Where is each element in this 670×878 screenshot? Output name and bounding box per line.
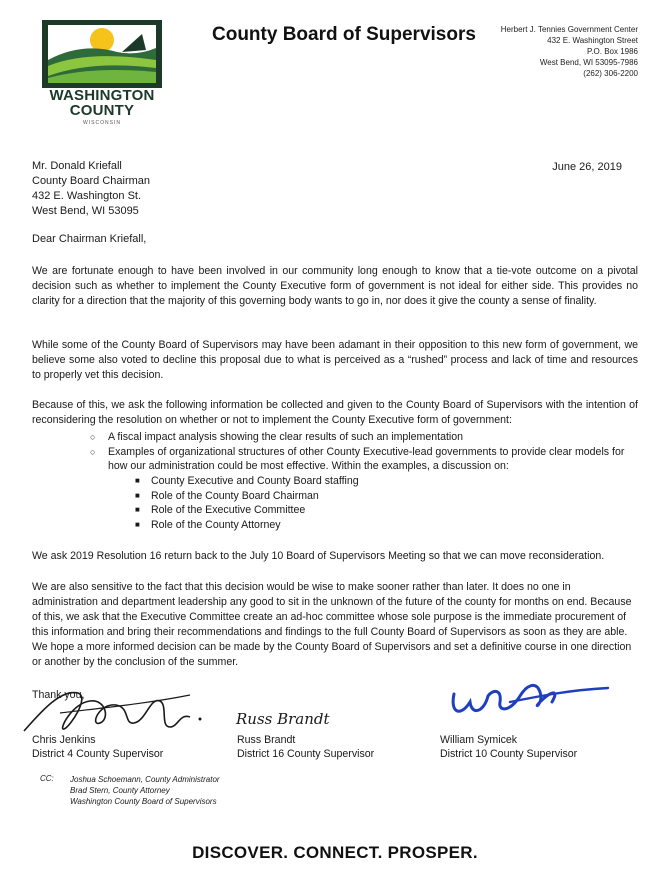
signer-title: District 10 County Supervisor (440, 748, 578, 760)
letterhead-address (501, 24, 638, 79)
address-line: 432 E. Washington Street (547, 36, 638, 45)
cc-item: Washington County Board of Supervisors (70, 797, 217, 806)
paragraph-1: We are fortunate enough to have been involved in our community long enough to know that a tie-vote outcome on a pivotal decision such as whether to implement the County Executive form of government is not ideal for either side. This provides no clarity for a direction that the majority of this governing body wants to go in, nor does it give the county a sense of finality. (32, 265, 638, 307)
list-item-text: Role of the County Attorney (151, 518, 281, 531)
logo-line1: WASHINGTON (49, 87, 155, 104)
address-line: Herbert J. Tennies Government Center (500, 25, 638, 34)
recipient-line: Mr. Donald Kriefall (32, 160, 122, 172)
recipient-line: 432 E. Washington St. (32, 190, 142, 202)
list-item-text: Role of the Executive Committee (151, 504, 306, 516)
list-item-text: A fiscal impact analysis showing the clear results of such an implementation (108, 431, 464, 443)
signer-name: Chris Jenkins (32, 734, 96, 746)
square-bullet-icon: ■ (135, 476, 140, 485)
logo-sub: WISCONSIN (83, 120, 121, 126)
signer-name: Russ Brandt (237, 734, 296, 746)
letter-date: June 26, 2019 (552, 161, 622, 173)
letterhead-title: County Board of Supervisors (212, 24, 476, 45)
address-line: P.O. Box 1986 (587, 47, 638, 56)
square-bullet-icon: ■ (135, 490, 140, 500)
signer-jenkins (32, 733, 163, 761)
county-logo (42, 20, 162, 128)
address-line: West Bend, WI 53095-7986 (539, 58, 638, 67)
paragraph-2: While some of the County Board of Supervisors may have been adamant in their opposition to this new form of government, we believe some also voted to decline this proposal due to what is perceived as a “rushed” process and lack of time and resources to properly vet this decision. (32, 339, 638, 381)
salutation: Dear Chairman Kriefall, (32, 233, 147, 245)
recipient-block (32, 159, 150, 219)
paragraph-3: Because of this, we ask the following information be collected and given to the County Board of Supervisors with the intention of reconsidering the resolution on whether or not to implement the County Executive form of government: (32, 399, 638, 426)
list-item (135, 474, 359, 489)
list-item (90, 445, 638, 474)
recipient-line: West Bend, WI 53095 (32, 205, 139, 217)
footer-tagline: DISCOVER. CONNECT. PROSPER. (192, 843, 478, 862)
circle-bullet-icon: ○ (90, 432, 96, 442)
list-item (135, 503, 359, 518)
signature-symicek (440, 672, 620, 727)
list-item (135, 518, 359, 533)
signer-name: William Symicek (440, 734, 518, 746)
square-bullet-icon: ■ (135, 505, 140, 514)
signer-brandt (237, 733, 374, 761)
square-bullet-icon: ■ (135, 519, 140, 529)
county-logo-graphic (42, 20, 162, 88)
address-line: (262) 306-2200 (583, 69, 638, 78)
cc-list (70, 774, 220, 807)
signer-title: District 4 County Supervisor (32, 748, 164, 760)
signature-brandt (232, 700, 382, 735)
request-list (90, 430, 638, 474)
list-item-text: County Executive and County Board staffing (151, 475, 359, 487)
closing: Thank you, (32, 689, 85, 701)
list-item-text: Examples of organizational structures of other County Executive-lead governments to provide clear models for how our administration could be most effective. Within the examples, a discussion on: (108, 445, 625, 472)
cc-label: CC: (40, 774, 54, 783)
discussion-list (135, 474, 359, 532)
signature-brandt-text: Russ Brandt (236, 710, 330, 728)
recipient-line: County Board Chairman (32, 175, 151, 187)
signer-title: District 16 County Supervisor (237, 748, 375, 760)
list-item (90, 430, 638, 445)
signer-symicek (440, 733, 577, 761)
paragraph-5: We are also sensitive to the fact that this decision would be wise to make sooner rather than later. It does no one in administration and department leadership any good to sit in the unknown of the future of the county for months on end. Because of this, we ask that the Executive Committee create an ad-hoc committee whose sole purpose is the immediate procurement of this information and bring their recommendations and findings to the full County Board of Supervisors as soon as they are able. We hope a more informed decision can be made by the County Board of Supervisors and set a definitive course in one direction or another by the conclusion of the summer. (32, 581, 632, 668)
cc-item: Joshua Schoemann, County Administrator (70, 775, 220, 784)
list-item-text: Role of the County Board Chairman (151, 489, 319, 502)
logo-line2: COUNTY (69, 102, 135, 119)
circle-bullet-icon: ○ (90, 446, 96, 457)
cc-item: Brad Stern, County Attorney (70, 786, 170, 795)
list-item (135, 489, 359, 504)
paragraph-4: We ask 2019 Resolution 16 return back to the July 10 Board of Supervisors Meeting so that we can move reconsideration. (32, 550, 605, 562)
